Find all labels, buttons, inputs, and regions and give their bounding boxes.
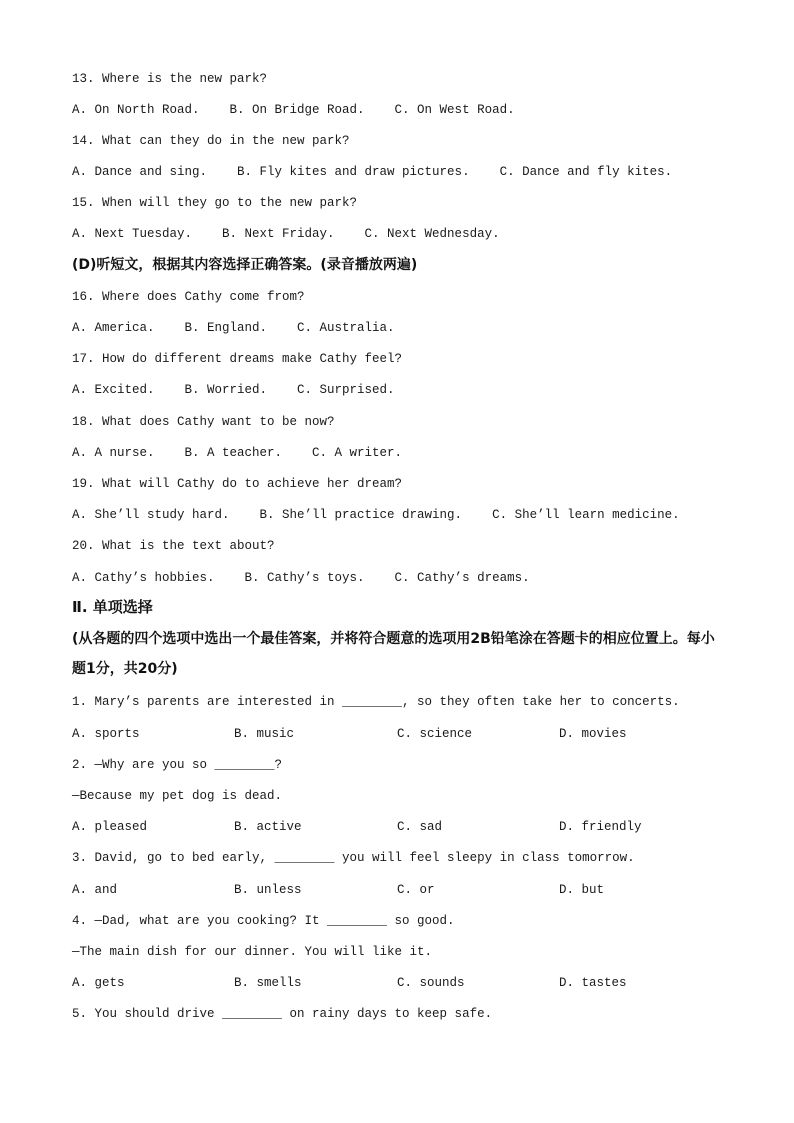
question-20-stem: 20. What is the text about?: [72, 539, 275, 553]
question-20-options: A. Cathy’s hobbies. B. Cathy’s toys. C. Cathy’s dreams.: [72, 571, 530, 585]
question-17-stem: 17. How do different dreams make Cathy feel?: [72, 352, 403, 366]
question-4-reply: —The main dish for our dinner. You will like it.: [72, 945, 433, 959]
question-13-stem: 13. Where is the new park?: [72, 72, 268, 86]
question-17-options: A. Excited. B. Worried. C. Surprised.: [72, 383, 395, 397]
option-b: B. smells: [234, 976, 302, 990]
option-c: C. sad: [397, 820, 443, 834]
question-2-stem: 2. —Why are you so ________?: [72, 758, 283, 772]
option-b: B. active: [234, 820, 302, 834]
option-c: C. or: [397, 883, 435, 897]
question-19-stem: 19. What will Cathy do to achieve her dream?: [72, 477, 403, 491]
question-18-options: A. A nurse. B. A teacher. C. A writer.: [72, 446, 403, 460]
option-a: A. pleased: [72, 820, 148, 834]
section-two-instruction-line-2: 题1分，共20分): [72, 661, 178, 677]
question-2-reply: —Because my pet dog is dead.: [72, 789, 283, 803]
section-d-title: (D)听短文，根据其内容选择正确答案。(录音播放两遍): [72, 257, 418, 273]
option-d: D. tastes: [559, 976, 627, 990]
question-16-options: A. America. B. England. C. Australia.: [72, 321, 395, 335]
option-d: D. friendly: [559, 820, 642, 834]
section-two-instruction-line-1: (从各题的四个选项中选出一个最佳答案，并将符合题意的选项用2B铅笔涂在答题卡的相应位置上。每小: [72, 631, 715, 647]
question-5-stem: 5. You should drive ________ on rainy days to keep safe.: [72, 1007, 493, 1021]
option-d: D. but: [559, 883, 605, 897]
question-16-stem: 16. Where does Cathy come from?: [72, 290, 305, 304]
question-14-stem: 14. What can they do in the new park?: [72, 134, 350, 148]
question-2-options: [72, 819, 732, 835]
option-a: A. gets: [72, 976, 125, 990]
question-1-stem: 1. Mary’s parents are interested in ________, so they often take her to concerts.: [72, 695, 680, 709]
section-two-title: Ⅱ. 单项选择: [72, 598, 153, 616]
option-c: C. science: [397, 727, 473, 741]
question-3-options: [72, 882, 732, 898]
option-a: A. and: [72, 883, 118, 897]
question-18-stem: 18. What does Cathy want to be now?: [72, 415, 335, 429]
question-19-options: A. She’ll study hard. B. She’ll practice drawing. C. She’ll learn medicine.: [72, 508, 680, 522]
option-b: B. music: [234, 727, 295, 741]
question-1-options: [72, 726, 732, 742]
question-13-options: A. On North Road. B. On Bridge Road. C. On West Road.: [72, 103, 515, 117]
question-3-stem: 3. David, go to bed early, ________ you will feel sleepy in class tomorrow.: [72, 851, 635, 865]
question-4-stem: 4. —Dad, what are you cooking? It ________ so good.: [72, 914, 455, 928]
option-d: D. movies: [559, 727, 627, 741]
question-4-options: [72, 975, 732, 991]
option-a: A. sports: [72, 727, 140, 741]
question-14-options: A. Dance and sing. B. Fly kites and draw pictures. C. Dance and fly kites.: [72, 165, 673, 179]
question-15-options: A. Next Tuesday. B. Next Friday. C. Next Wednesday.: [72, 227, 500, 241]
question-15-stem: 15. When will they go to the new park?: [72, 196, 358, 210]
option-c: C. sounds: [397, 976, 465, 990]
option-b: B. unless: [234, 883, 302, 897]
